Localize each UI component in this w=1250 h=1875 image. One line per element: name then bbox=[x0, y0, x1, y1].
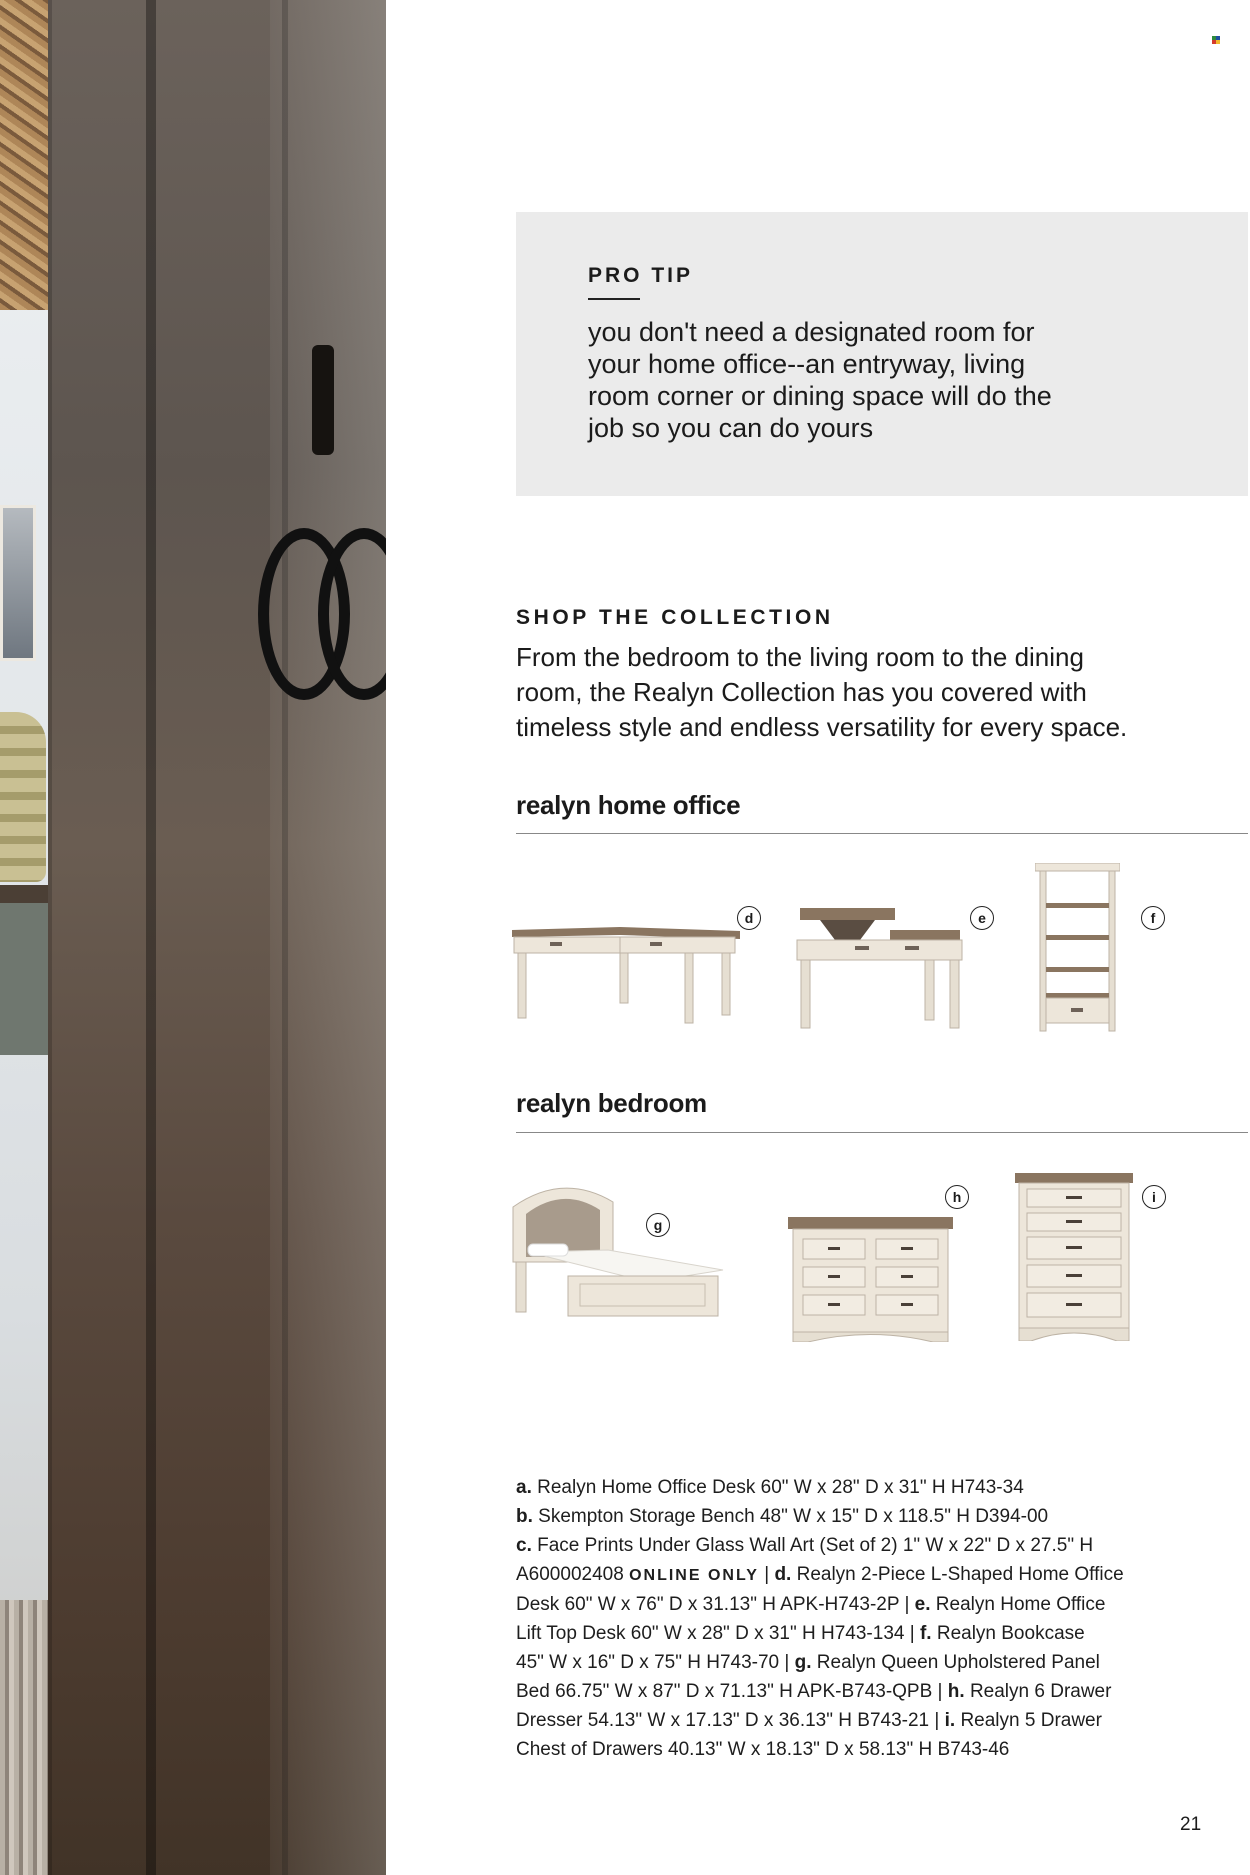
spec-item-letter: i. bbox=[944, 1710, 956, 1731]
lifestyle-photo bbox=[0, 0, 386, 1875]
spec-text: Face Prints Under Glass Wall Art (Set of 2) 1" W x 22" D x 27.5" H bbox=[531, 1535, 1094, 1556]
spec-text: Bed 66.75" W x 87" D x 71.13" H APK-B743-QPB | bbox=[516, 1681, 948, 1702]
section-divider bbox=[516, 1132, 1248, 1133]
pro-tip-line: your home office--an entryway, living bbox=[588, 349, 1026, 379]
pro-tip-line: job so you can do yours bbox=[588, 413, 874, 443]
brand-color-mark bbox=[1212, 36, 1220, 44]
spec-item-letter: d. bbox=[774, 1564, 792, 1585]
wall-art-frame bbox=[0, 505, 36, 661]
product-badge-h: h bbox=[945, 1185, 969, 1209]
panel-bed-image bbox=[508, 1172, 733, 1327]
product-badge-i: i bbox=[1142, 1185, 1166, 1209]
pro-tip-line: you don't need a designated room for bbox=[588, 317, 1035, 347]
pro-tip-text bbox=[588, 316, 1188, 444]
spec-text: Realyn Queen Upholstered Panel bbox=[811, 1652, 1100, 1673]
door-handle-plate bbox=[312, 345, 334, 455]
product-badge-f: f bbox=[1141, 906, 1165, 930]
product-bookcase[interactable] bbox=[1035, 863, 1120, 1035]
lift-top-desk-image bbox=[795, 908, 965, 1030]
product-badge-d: d bbox=[737, 906, 761, 930]
pro-tip-rule bbox=[588, 298, 640, 300]
l-shaped-desk-image bbox=[510, 915, 740, 1030]
section-title-home-office: realyn home office bbox=[516, 790, 741, 820]
spec-text: | bbox=[758, 1564, 775, 1585]
spec-item-letter: c. bbox=[516, 1535, 532, 1556]
product-chest[interactable] bbox=[1015, 1173, 1133, 1341]
product-badge-g: g bbox=[646, 1213, 670, 1237]
spec-text: Realyn Home Office Desk 60" W x 28" D x 31" H H743-34 bbox=[531, 1477, 1024, 1498]
shop-line: From the bedroom to the living room to the dining bbox=[516, 642, 1084, 672]
section-title-bedroom: realyn bedroom bbox=[516, 1088, 707, 1118]
spec-text: 45" W x 16" D x 75" H H743-70 | bbox=[516, 1652, 795, 1673]
spec-text: Lift Top Desk 60" W x 28" D x 31" H H743-134 | bbox=[516, 1623, 920, 1644]
shop-line: room, the Realyn Collection has you covered with bbox=[516, 677, 1087, 707]
online-only-label: ONLINE ONLY bbox=[629, 1567, 759, 1584]
spec-text: Desk 60" W x 76" D x 31.13" H APK-H743-2P | bbox=[516, 1594, 915, 1615]
bookcase-image bbox=[1035, 863, 1120, 1035]
spec-item-letter: a. bbox=[516, 1477, 532, 1498]
ceramic-vase bbox=[0, 712, 46, 882]
spec-text: Chest of Drawers 40.13" W x 18.13" D x 58.13" H B743-46 bbox=[516, 1739, 1010, 1760]
product-panel-bed[interactable] bbox=[508, 1172, 733, 1327]
chest-image bbox=[1015, 1173, 1133, 1341]
product-lift-top-desk[interactable] bbox=[795, 908, 965, 1030]
pro-tip-heading: PRO TIP bbox=[588, 264, 694, 287]
product-specs-list bbox=[516, 1473, 1196, 1764]
shop-collection-heading: SHOP THE COLLECTION bbox=[516, 606, 834, 629]
pro-tip-line: room corner or dining space will do the bbox=[588, 381, 1052, 411]
spec-text: A600002408 bbox=[516, 1564, 630, 1585]
spec-item-letter: b. bbox=[516, 1506, 533, 1527]
dresser-image bbox=[788, 1217, 953, 1342]
spec-item-letter: e. bbox=[914, 1594, 931, 1615]
section-divider bbox=[516, 833, 1248, 834]
spec-text: Skempton Storage Bench 48" W x 15" D x 118.5" H D394-00 bbox=[532, 1506, 1049, 1527]
spec-text: Realyn 6 Drawer bbox=[964, 1681, 1112, 1702]
light-shade bbox=[270, 0, 386, 1875]
pro-tip-box bbox=[516, 212, 1248, 496]
shop-line: timeless style and endless versatility for every space. bbox=[516, 712, 1128, 742]
spec-item-letter: h. bbox=[947, 1681, 965, 1702]
spec-text: Realyn Home Office bbox=[930, 1594, 1106, 1615]
product-l-shaped-desk[interactable] bbox=[510, 915, 740, 1030]
product-badge-e: e bbox=[970, 906, 994, 930]
spec-text: Realyn Bookcase bbox=[931, 1623, 1085, 1644]
spec-text: Dresser 54.13" W x 17.13" D x 36.13" H B743-21 | bbox=[516, 1710, 945, 1731]
spec-text: Realyn 5 Drawer bbox=[955, 1710, 1102, 1731]
product-dresser[interactable] bbox=[788, 1217, 953, 1342]
page-number: 21 bbox=[1180, 1814, 1202, 1835]
spec-text: Realyn 2-Piece L-Shaped Home Office bbox=[791, 1564, 1124, 1585]
shop-collection-text bbox=[516, 640, 1226, 745]
spec-item-letter: f. bbox=[919, 1623, 932, 1644]
spec-item-letter: g. bbox=[794, 1652, 812, 1673]
